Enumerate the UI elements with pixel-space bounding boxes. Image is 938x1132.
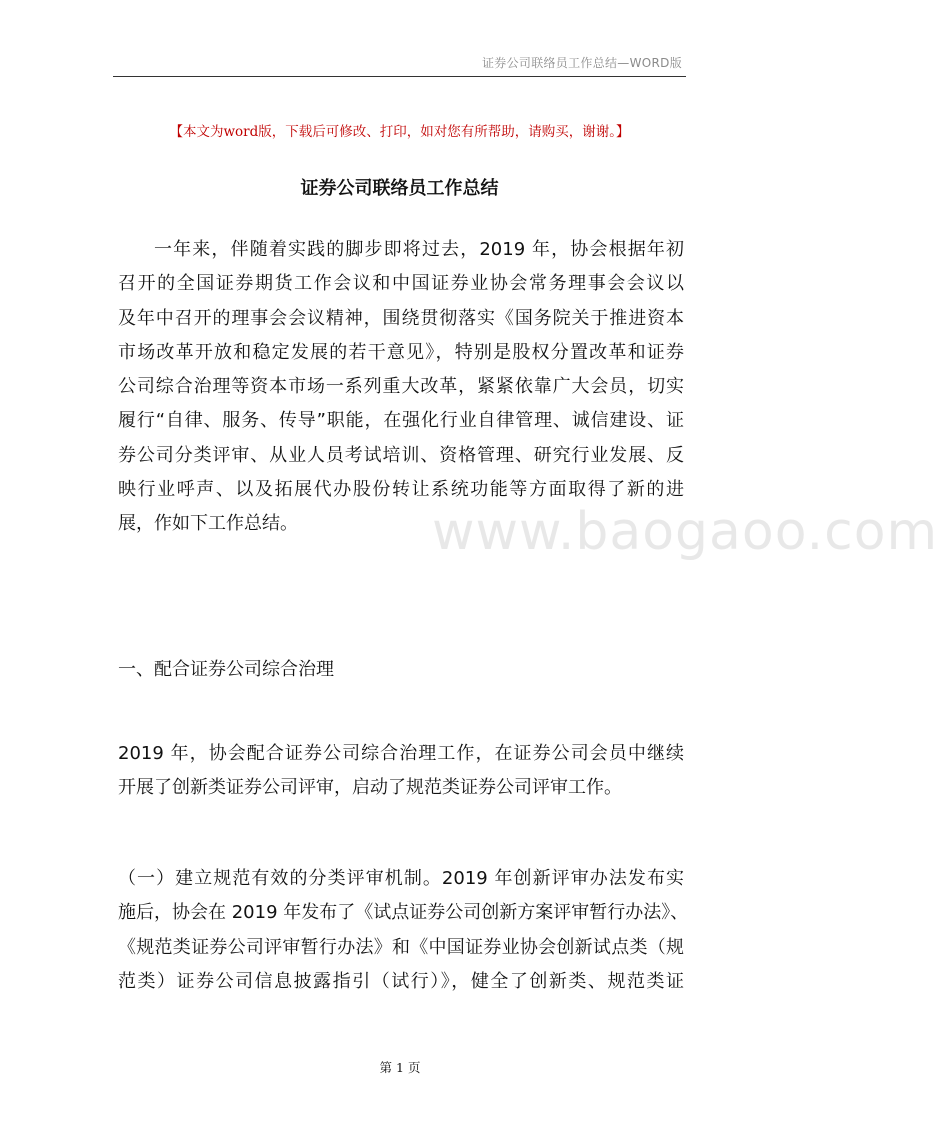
paragraph-section1 xyxy=(118,737,684,806)
text-line: 范类）证券公司信息披露指引（试行）》，健全了创新类、规范类证 xyxy=(118,970,684,992)
header-divider xyxy=(113,76,686,77)
running-header: 证券公司联络员工作总结—WORD版 xyxy=(482,56,682,70)
text-line: 施后，协会在 2019 年发布了《试点证券公司创新方案评审暂行办法》、 xyxy=(118,902,689,924)
text-line: 市场改革开放和稳定发展的若干意见》，特别是股权分置改革和证券 xyxy=(118,341,684,363)
text-line: （一）建立规范有效的分类评审机制。2019 年创新评审办法发布实 xyxy=(118,868,684,889)
text-line: 召开的全国证券期货工作会议和中国证券业协会常务理事会会议以 xyxy=(118,273,684,295)
paragraph-subsection1 xyxy=(118,862,689,999)
section-heading-1: 一、配合证券公司综合治理 xyxy=(118,659,334,680)
text-line: 2019 年，协会配合证券公司综合治理工作，在证券公司会员中继续 xyxy=(118,743,684,764)
paragraph-intro xyxy=(118,233,684,542)
download-notice: 【本文为word版，下载后可修改、打印，如对您有所帮助，请购买，谢谢。】 xyxy=(169,124,630,140)
watermark: www.baogaoo.com xyxy=(432,502,938,562)
text-line: 履行“自律、服务、传导”职能，在强化行业自律管理、诚信建设、证 xyxy=(118,410,684,432)
text-line: 一年来，伴随着实践的脚步即将过去，2019 年，协会根据年初 xyxy=(154,239,684,260)
text-line: 开展了创新类证券公司评审，启动了规范类证券公司评审工作。 xyxy=(118,777,622,799)
text-line: 及年中召开的理事会会议精神，围绕贯彻落实《国务院关于推进资本 xyxy=(118,307,684,329)
text-line: 映行业呼声、以及拓展代办股份转让系统功能等方面取得了新的进 xyxy=(118,479,684,501)
text-line: 券公司分类评审、从业人员考试培训、资格管理、研究行业发展、反 xyxy=(118,444,684,466)
text-line: 《规范类证券公司评审暂行办法》和《中国证券业协会创新试点类（规 xyxy=(118,936,684,958)
text-line: 展，作如下工作总结。 xyxy=(118,513,298,535)
text-line: 公司综合治理等资本市场一系列重大改革，紧紧依靠广大会员，切实 xyxy=(118,376,684,398)
document-title: 证券公司联络员工作总结 xyxy=(300,178,499,199)
page-number: 第 1 页 xyxy=(379,1060,421,1075)
